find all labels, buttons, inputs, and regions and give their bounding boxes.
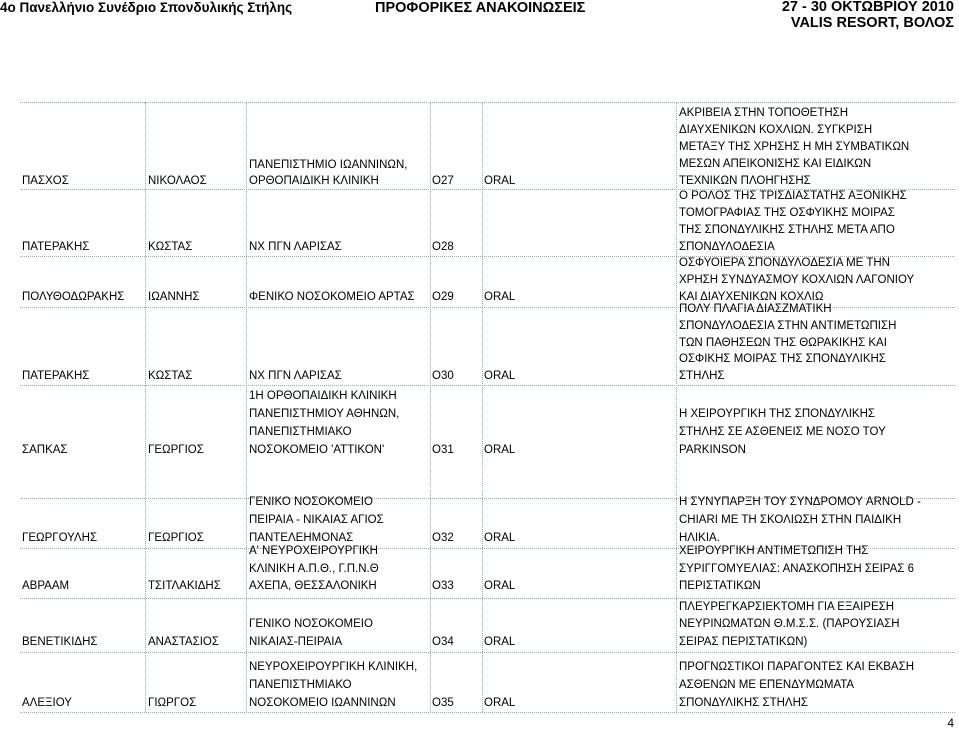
code: Ο30 xyxy=(432,370,454,382)
organization-line: ΑΧΕΠΑ, ΘΕΣΣΑΛΟΝΙΚΗ xyxy=(249,580,377,592)
col-code: Code xyxy=(432,84,462,98)
last-name: ΒΕΝΕΤΙΚΙΔΗΣ xyxy=(22,636,98,648)
col-divider xyxy=(246,102,247,712)
title-line: ΟΣΦΥΟΙΕΡΑ ΣΠΟΝΔΥΛΟΔΕΣΙΑ ΜΕ ΤΗΝ xyxy=(679,257,890,269)
first-name: ΙΩΑΝΝΗΣ xyxy=(148,291,200,303)
title-line: ΜΕΤΑΞΥ ΤΗΣ ΧΡΗΣΗΣ Η ΜΗ ΣΥΜΒΑΤΙΚΩΝ xyxy=(679,141,910,153)
first-name: ΝΙΚΟΛΑΟΣ xyxy=(148,175,207,187)
last-name: ΓΕΩΡΓΟΥΛΗΣ xyxy=(22,532,98,544)
first-name: ΓΙΩΡΓΟΣ xyxy=(148,697,197,709)
code: Ο28 xyxy=(432,241,454,253)
last-name: ΠΑΣΧΟΣ xyxy=(22,175,69,187)
organization-line: ΝΕΥΡΟΧΕΙΡΟΥΡΓΙΚΗ ΚΛΙΝΙΚΗ, xyxy=(249,661,418,673)
title-line: ΤΩΝ ΠΑΘΗΣΕΩΝ ΤΗΣ ΘΩΡΑΚΙΚΗΣ ΚΑΙ xyxy=(679,337,887,349)
section-title: ΠΡΟΦΟΡΙΚΕΣ ΑΝΑΚΟΙΝΩΣΕΙΣ xyxy=(375,0,586,16)
title-line: ΤΗΣ ΣΠΟΝΔΥΛΙΚΗΣ ΣΤΗΛΗΣ ΜΕΤΑ ΑΠΟ xyxy=(679,224,895,236)
row-divider xyxy=(20,385,955,386)
presentation-type: ORAL xyxy=(484,636,516,648)
col-organization: Organization xyxy=(249,84,320,98)
organization-line: 1Η ΟΡΘΟΠΑΙΔΙΚΗ ΚΛΙΝΙΚΗ xyxy=(249,390,397,402)
first-name: ΚΩΣΤΑΣ xyxy=(148,241,193,253)
first-name: ΓΕΩΡΓΙΟΣ xyxy=(148,532,204,544)
last-name: ΠΑΤΕΡΑΚΗΣ xyxy=(22,241,90,253)
page-header xyxy=(0,0,959,32)
title-line: ΣΠΟΝΔΥΛΟΔΕΣΙΑ xyxy=(679,241,775,253)
organization-line: ΠΕΙΡΑΙΑ - ΝΙΚΑΙΑΣ ΑΓΙΟΣ xyxy=(249,514,384,526)
organization-line: ΟΡΘΟΠΑΙΔΙΚΗ ΚΛΙΝΙΚΗ xyxy=(249,175,379,187)
organization-line: ΓΕΝΙΚΟ ΝΟΣΟΚΟΜΕΙΟ xyxy=(249,618,373,630)
presentation-type: ORAL xyxy=(484,580,516,592)
code: Ο29 xyxy=(432,291,454,303)
title-line: ΣΥΡΙΓΓΟΜΥΕΛΙΑΣ: ΑΝΑΣΚΟΠΗΣΗ ΣΕΙΡΑΣ 6 xyxy=(679,563,914,575)
organization-line: ΝΟΣΟΚΟΜΕΙΟ ΙΩΑΝΝΙΝΩΝ xyxy=(249,697,396,709)
first-name: ΓΕΩΡΓΙΟΣ xyxy=(148,444,204,456)
title-line: ΔΙΑΥΧΕΝΙΚΩΝ ΚΟΧΛΙΩΝ. ΣΥΓΚΡΙΣΗ xyxy=(679,124,873,136)
title-line: ΤΟΜΟΓΡΑΦΙΑΣ ΤΗΣ ΟΣΦΥΙΚΗΣ ΜΟΙΡΑΣ xyxy=(679,207,895,219)
title-line: ΤΕΧΝΙΚΩΝ ΠΛΟΗΓΗΣΗΣ xyxy=(679,175,811,187)
title-line: ΠΟΛΥ ΠΛΑΓΙΑ ΔΙΑΣΖΜΑΤΙΚΗ xyxy=(679,303,832,315)
organization-line: ΠΑΝΤΕΛΕΗΜΟΝΑΣ xyxy=(249,532,354,544)
session-line: Παρασκευή 29 Οκτωβρίου 12.30 - 13.30, 5η Συνεδρία xyxy=(321,464,621,478)
row-divider xyxy=(20,102,955,103)
title-line: ΣΤΗΛΗΣ xyxy=(679,370,725,382)
last-name: ΠΟΛΥΘΟΔΩΡΑΚΗΣ xyxy=(22,291,125,303)
organization-line: ΓΕΝΙΚΟ ΝΟΣΟΚΟΜΕΙΟ xyxy=(249,496,373,508)
presentation-type: ORAL xyxy=(484,444,516,456)
organization-line: ΠΑΝΕΠΙΣΤΗΜΙΟ ΙΩΑΝΝΙΝΩΝ, xyxy=(249,159,408,171)
title-line: ΚΑΙ ΔΙΑΥΧΕΝΙΚΩΝ ΚΟΧΛΙΩ xyxy=(679,291,824,303)
row-divider xyxy=(20,712,955,713)
title-line: ΠΡΟΓΝΩΣΤΙΚΟΙ ΠΑΡΑΓΟΝΤΕΣ ΚΑΙ ΕΚΒΑΣΗ xyxy=(679,661,915,673)
col-paper-title: Speakers Paper Title xyxy=(678,84,795,98)
col-first-name: First Name xyxy=(148,84,210,98)
last-name: ΑΒΡΑΑΜ xyxy=(22,580,70,592)
presentation-type: ORAL xyxy=(484,532,516,544)
organization-line: ΝΙΚΑΙΑΣ-ΠΕΙΡΑΙΑ xyxy=(249,636,343,648)
title-line: ΣΠΟΝΔΥΛΙΚΗΣ ΣΤΗΛΗΣ xyxy=(679,697,808,709)
organization-line: ΦΕΝΙΚΟ ΝΟΣΟΚΟΜΕΙΟ ΑΡΤΑΣ xyxy=(249,291,415,303)
presentation-type: ORAL xyxy=(484,175,516,187)
title-line: ΑΣΘΕΝΩΝ ΜΕ ΕΠΕΝΔΥΜΩΜΑΤΑ xyxy=(679,679,855,691)
organization-line: ΚΛΙΝΙΚΗ Α.Π.Θ., Γ.Π.Ν.Θ xyxy=(249,563,379,575)
organization-line: ΠΑΝΕΠΙΣΤΗΜΙΑΚΟ xyxy=(249,426,352,438)
organization-line: Α' ΝΕΥΡΟΧΕΙΡΟΥΡΓΙΚΗ xyxy=(249,545,378,557)
last-name: ΑΛΕΞΙΟΥ xyxy=(22,697,72,709)
last-name: ΠΑΤΕΡΑΚΗΣ xyxy=(22,370,90,382)
code: Ο34 xyxy=(432,636,454,648)
col-divider xyxy=(482,102,483,712)
organization-line: ΠΑΝΕΠΙΣΤΗΜΙΟΥ ΑΘΗΝΩΝ, xyxy=(249,408,400,420)
organization-line: ΝΟΣΟΚΟΜΕΙΟ 'ΑΤΤΙΚΟΝ' xyxy=(249,444,385,456)
col-divider xyxy=(145,102,146,712)
presentation-type: ORAL xyxy=(484,291,516,303)
title-line: ΠΕΡΙΣΤΑΤΙΚΩΝ xyxy=(679,580,761,592)
session-subtitle: Προφορικές Ανακοινώσεις xyxy=(398,481,544,495)
last-name: ΣΑΠΚΑΣ xyxy=(22,444,68,456)
col-divider xyxy=(430,102,431,712)
title-line: ΧΕΙΡΟΥΡΓΙΚΗ ΑΝΤΙΜΕΤΩΠΙΣΗ ΤΗΣ xyxy=(679,545,869,557)
title-line: ΝΕΥΡΙΝΩΜΑΤΩΝ Θ.Μ.Σ.Σ. (ΠΑΡΟΥΣΙΑΣΗ xyxy=(679,618,900,630)
code: Ο31 xyxy=(432,444,454,456)
col-presentation-type: Presentation Type xyxy=(484,68,585,82)
title-line: ΟΣΦΙΚΗΣ ΜΟΙΡΑΣ ΤΗΣ ΣΠΟΝΔΥΛΙΚΗΣ xyxy=(679,353,886,365)
title-line: CHIARI ΜΕ ΤΗ ΣΚΟΛΙΩΣΗ ΣΤΗΝ ΠΑΙΔΙΚΗ xyxy=(679,514,902,526)
title-line: ΜΕΣΩΝ ΑΠΕΙΚΟΝΙΣΗΣ ΚΑΙ ΕΙΔΙΚΩΝ xyxy=(679,158,872,170)
organization-line: ΝΧ ΠΓΝ ΛΑΡΙΣΑΣ xyxy=(249,241,342,253)
code: Ο27 xyxy=(432,175,454,187)
presentation-type: ORAL xyxy=(484,697,516,709)
organization-line: ΠΑΝΕΠΙΣΤΗΜΙΑΚΟ xyxy=(249,679,352,691)
conference-dates: 27 - 30 ΟΚΤΩΒΡΙΟΥ 2010 xyxy=(781,0,954,15)
conference-name: 4o Πανελλήνιο Συνέδριο Σπονδυλικής Στήλης xyxy=(0,0,293,15)
title-line: ΣΕΙΡΑΣ ΠΕΡΙΣΤΑΤΙΚΩΝ) xyxy=(679,636,808,648)
title-line: ΗΛΙΚΙΑ. xyxy=(679,532,720,544)
title-line: ΑΚΡΙΒΕΙΑ ΣΤΗΝ ΤΟΠΟΘΕΤΗΣΗ xyxy=(679,107,849,119)
organization-line: ΝΧ ΠΓΝ ΛΑΡΙΣΑΣ xyxy=(249,370,342,382)
first-name: ΑΝΑΣΤΑΣΙΟΣ xyxy=(148,636,219,648)
col-divider xyxy=(676,102,677,712)
title-line: Η ΧΕΙΡΟΥΡΓΙΚΗ ΤΗΣ ΣΠΟΝΔΥΛΙΚΗΣ xyxy=(679,408,876,420)
title-line: ΠΛΕΥΡΕΓΚΑΡΣΙΕΚΤΟΜΗ ΓΙΑ ΕΞΑΙΡΕΣΗ xyxy=(679,601,895,613)
row-divider xyxy=(20,598,955,599)
code: Ο33 xyxy=(432,580,454,592)
title-line: Ο ΡΟΛΟΣ ΤΗΣ ΤΡΙΣΔΙΑΣΤΑΤΗΣ ΑΞΟΝΙΚΗΣ xyxy=(679,190,907,202)
col-last-name: Last Name xyxy=(22,84,83,98)
row-divider xyxy=(20,652,955,653)
title-line: Η ΣΥΝΥΠΑΡΞΗ ΤΟΥ ΣΥΝΔΡΟΜΟΥ ARNOLD - xyxy=(679,496,921,508)
presentation-type: ORAL xyxy=(484,370,516,382)
first-name: ΤΣΙΤΛΑΚΙΔΗΣ xyxy=(148,580,221,592)
title-line: ΣΤΗΛΗΣ ΣΕ ΑΣΘΕΝΕΙΣ ΜΕ ΝΟΣΟ ΤΟΥ xyxy=(679,426,886,438)
title-line: ΧΡΗΣΗ ΣΥΝΔΥΑΣΜΟΥ ΚΟΧΛΙΩΝ ΛΑΓΟΝΙΟΥ xyxy=(679,274,915,286)
code: Ο32 xyxy=(432,532,454,544)
code: Ο35 xyxy=(432,697,454,709)
col-description: Description xyxy=(484,84,547,98)
page-number: 4 xyxy=(947,716,954,730)
title-line: PARKINSON xyxy=(679,444,746,456)
title-line: ΣΠΟΝΔΥΛΟΔΕΣΙΑ ΣΤΗΝ ΑΝΤΙΜΕΤΩΠΙΣΗ xyxy=(679,320,897,332)
conference-venue: VALIS RESORT, ΒΟΛΟΣ xyxy=(790,15,954,31)
first-name: ΚΩΣΤΑΣ xyxy=(148,370,193,382)
